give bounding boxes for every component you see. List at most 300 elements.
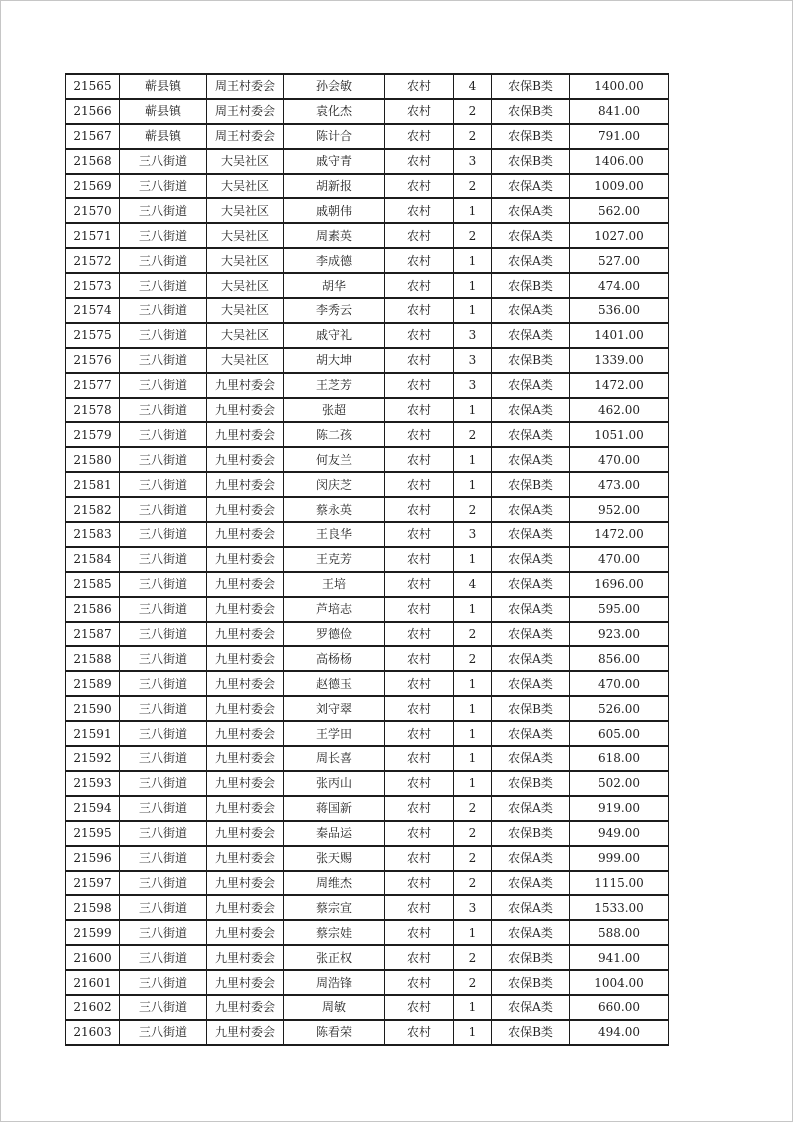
table-cell: 农村 — [385, 597, 454, 622]
table-cell: 袁化杰 — [284, 99, 385, 124]
table-row — [66, 447, 669, 472]
table-cell: 21601 — [66, 970, 120, 995]
table-cell: 农村 — [385, 373, 454, 398]
table-cell: 1 — [454, 746, 492, 771]
table-row — [66, 522, 669, 547]
table-cell: 3 — [454, 323, 492, 348]
table-cell: 三八街道 — [120, 248, 207, 273]
table-cell: 农保B类 — [492, 1020, 570, 1045]
table-cell: 502.00 — [570, 771, 669, 796]
table-cell: 李成德 — [284, 248, 385, 273]
table-cell: 856.00 — [570, 646, 669, 671]
table-cell: 1472.00 — [570, 522, 669, 547]
table-cell: 周长喜 — [284, 746, 385, 771]
table-cell: 470.00 — [570, 671, 669, 696]
table-cell: 21591 — [66, 721, 120, 746]
table-cell: 1 — [454, 771, 492, 796]
table-cell: 大吴社区 — [207, 149, 284, 174]
table-cell: 农村 — [385, 248, 454, 273]
table-cell: 21585 — [66, 572, 120, 597]
table-cell: 农保B类 — [492, 472, 570, 497]
table-cell: 21603 — [66, 1020, 120, 1045]
table-cell: 三八街道 — [120, 398, 207, 423]
table-cell: 562.00 — [570, 198, 669, 223]
table-cell: 21590 — [66, 696, 120, 721]
table-cell: 王良华 — [284, 522, 385, 547]
table-cell: 农保B类 — [492, 970, 570, 995]
table-cell: 周素英 — [284, 223, 385, 248]
table-cell: 2 — [454, 622, 492, 647]
table-cell: 罗德俭 — [284, 622, 385, 647]
table-cell: 3 — [454, 348, 492, 373]
table-cell: 农村 — [385, 895, 454, 920]
table-cell: 949.00 — [570, 821, 669, 846]
table-cell: 21583 — [66, 522, 120, 547]
table-cell: 九里村委会 — [207, 472, 284, 497]
table-row — [66, 273, 669, 298]
table-cell: 536.00 — [570, 298, 669, 323]
table-cell: 588.00 — [570, 920, 669, 945]
table-cell: 470.00 — [570, 447, 669, 472]
table-cell: 农保A类 — [492, 198, 570, 223]
table-row — [66, 99, 669, 124]
table-row — [66, 472, 669, 497]
table-cell: 农保B类 — [492, 149, 570, 174]
table-cell: 791.00 — [570, 124, 669, 149]
table-cell: 三八街道 — [120, 373, 207, 398]
table-cell: 张天赐 — [284, 846, 385, 871]
table-cell: 戚守青 — [284, 149, 385, 174]
table-cell: 农村 — [385, 323, 454, 348]
table-cell: 21570 — [66, 198, 120, 223]
table-cell: 九里村委会 — [207, 447, 284, 472]
table-row — [66, 348, 669, 373]
table-cell: 21589 — [66, 671, 120, 696]
table-cell: 九里村委会 — [207, 746, 284, 771]
table-row — [66, 298, 669, 323]
table-row — [66, 124, 669, 149]
table-cell: 农村 — [385, 696, 454, 721]
table-cell: 21597 — [66, 871, 120, 896]
table-cell: 1 — [454, 597, 492, 622]
table-cell: 农村 — [385, 771, 454, 796]
table-cell: 张丙山 — [284, 771, 385, 796]
table-row — [66, 871, 669, 896]
table-row — [66, 895, 669, 920]
table-cell: 1 — [454, 671, 492, 696]
table-cell: 2 — [454, 646, 492, 671]
table-cell: 农村 — [385, 223, 454, 248]
table-cell: 三八街道 — [120, 198, 207, 223]
table-cell: 1051.00 — [570, 422, 669, 447]
table-cell: 九里村委会 — [207, 373, 284, 398]
table-cell: 4 — [454, 572, 492, 597]
table-cell: 三八街道 — [120, 1020, 207, 1045]
table-row — [66, 198, 669, 223]
table-cell: 三八街道 — [120, 622, 207, 647]
table-row — [66, 671, 669, 696]
table-cell: 三八街道 — [120, 920, 207, 945]
table-cell: 戚守礼 — [284, 323, 385, 348]
table-cell: 陈二孩 — [284, 422, 385, 447]
table-cell: 941.00 — [570, 945, 669, 970]
table-cell: 九里村委会 — [207, 497, 284, 522]
table-cell: 大吴社区 — [207, 348, 284, 373]
table-cell: 三八街道 — [120, 149, 207, 174]
table-cell: 周维杰 — [284, 871, 385, 896]
table-cell: 农保A类 — [492, 373, 570, 398]
table-cell: 农村 — [385, 846, 454, 871]
table-row — [66, 771, 669, 796]
table-cell: 九里村委会 — [207, 1020, 284, 1045]
table-cell: 九里村委会 — [207, 721, 284, 746]
table-cell: 农保A类 — [492, 721, 570, 746]
table-cell: 九里村委会 — [207, 646, 284, 671]
table-cell: 农保A类 — [492, 871, 570, 896]
table-cell: 462.00 — [570, 398, 669, 423]
table-row — [66, 721, 669, 746]
table-cell: 农村 — [385, 522, 454, 547]
table-cell: 农保A类 — [492, 248, 570, 273]
table-cell: 农保B类 — [492, 821, 570, 846]
table-cell: 三八街道 — [120, 746, 207, 771]
table-cell: 农村 — [385, 273, 454, 298]
table-cell: 农村 — [385, 970, 454, 995]
table-row — [66, 497, 669, 522]
table-cell: 三八街道 — [120, 821, 207, 846]
table-cell: 农保A类 — [492, 174, 570, 199]
table-cell: 三八街道 — [120, 597, 207, 622]
table-cell: 蔡宗娃 — [284, 920, 385, 945]
table-row — [66, 174, 669, 199]
table-cell: 1 — [454, 398, 492, 423]
table-cell: 九里村委会 — [207, 846, 284, 871]
table-cell: 21586 — [66, 597, 120, 622]
table-cell: 1472.00 — [570, 373, 669, 398]
table-cell: 1004.00 — [570, 970, 669, 995]
table-cell: 923.00 — [570, 622, 669, 647]
table-cell: 三八街道 — [120, 646, 207, 671]
table-cell: 农村 — [385, 746, 454, 771]
table-cell: 21594 — [66, 796, 120, 821]
table-cell: 陈计合 — [284, 124, 385, 149]
table-cell: 3 — [454, 522, 492, 547]
table-cell: 农保A类 — [492, 522, 570, 547]
table-cell: 三八街道 — [120, 796, 207, 821]
table-cell: 蕲县镇 — [120, 74, 207, 99]
table-cell: 三八街道 — [120, 298, 207, 323]
table-row — [66, 547, 669, 572]
table-cell: 农村 — [385, 298, 454, 323]
table-cell: 大吴社区 — [207, 223, 284, 248]
table-cell: 1 — [454, 1020, 492, 1045]
table-cell: 农保A类 — [492, 796, 570, 821]
table-cell: 21566 — [66, 99, 120, 124]
table-cell: 蔡永英 — [284, 497, 385, 522]
table-cell: 三八街道 — [120, 572, 207, 597]
table-cell: 农保A类 — [492, 895, 570, 920]
table-cell: 九里村委会 — [207, 771, 284, 796]
table-cell: 2 — [454, 99, 492, 124]
table-cell: 三八街道 — [120, 273, 207, 298]
table-cell: 刘守翠 — [284, 696, 385, 721]
table-cell: 21592 — [66, 746, 120, 771]
table-cell: 1401.00 — [570, 323, 669, 348]
table-cell: 1 — [454, 198, 492, 223]
table-cell: 21577 — [66, 373, 120, 398]
table-row — [66, 1020, 669, 1045]
table-cell: 农村 — [385, 398, 454, 423]
table-cell: 2 — [454, 796, 492, 821]
table-cell: 农村 — [385, 995, 454, 1020]
table-cell: 戚朝伟 — [284, 198, 385, 223]
table-cell: 3 — [454, 895, 492, 920]
table-cell: 三八街道 — [120, 223, 207, 248]
table-cell: 农村 — [385, 547, 454, 572]
table-cell: 九里村委会 — [207, 796, 284, 821]
table-cell: 九里村委会 — [207, 422, 284, 447]
table-row — [66, 248, 669, 273]
table-cell: 1 — [454, 696, 492, 721]
table-cell: 21576 — [66, 348, 120, 373]
table-cell: 农保A类 — [492, 422, 570, 447]
table-cell: 三八街道 — [120, 323, 207, 348]
table-cell: 农保B类 — [492, 99, 570, 124]
table-cell: 三八街道 — [120, 472, 207, 497]
table-cell: 王克芳 — [284, 547, 385, 572]
table-cell: 农村 — [385, 74, 454, 99]
table-cell: 农保B类 — [492, 273, 570, 298]
table-row — [66, 796, 669, 821]
table-cell: 1115.00 — [570, 871, 669, 896]
table-row — [66, 970, 669, 995]
table-cell: 三八街道 — [120, 497, 207, 522]
benefits-roster-table — [65, 73, 669, 1046]
table-cell: 1533.00 — [570, 895, 669, 920]
table-cell: 农村 — [385, 945, 454, 970]
table-cell: 大吴社区 — [207, 273, 284, 298]
table-cell: 605.00 — [570, 721, 669, 746]
table-cell: 1 — [454, 248, 492, 273]
table-row — [66, 422, 669, 447]
table-row — [66, 373, 669, 398]
table-cell: 1 — [454, 298, 492, 323]
table-cell: 周浩锋 — [284, 970, 385, 995]
table-cell: 周王村委会 — [207, 99, 284, 124]
table-cell: 660.00 — [570, 995, 669, 1020]
table-row — [66, 995, 669, 1020]
table-row — [66, 149, 669, 174]
table-row — [66, 846, 669, 871]
table-cell: 大吴社区 — [207, 298, 284, 323]
table-cell: 三八街道 — [120, 970, 207, 995]
table-cell: 孙会敏 — [284, 74, 385, 99]
table-cell: 九里村委会 — [207, 671, 284, 696]
table-cell: 三八街道 — [120, 945, 207, 970]
table-cell: 三八街道 — [120, 522, 207, 547]
table-cell: 九里村委会 — [207, 970, 284, 995]
table-cell: 2 — [454, 422, 492, 447]
table-cell: 21567 — [66, 124, 120, 149]
table-cell: 农保A类 — [492, 447, 570, 472]
table-cell: 494.00 — [570, 1020, 669, 1045]
table-cell: 2 — [454, 945, 492, 970]
table-cell: 21596 — [66, 846, 120, 871]
table-cell: 1 — [454, 472, 492, 497]
table-cell: 21580 — [66, 447, 120, 472]
table-cell: 2 — [454, 223, 492, 248]
table-cell: 21588 — [66, 646, 120, 671]
table-cell: 农保A类 — [492, 995, 570, 1020]
table-cell: 农保A类 — [492, 547, 570, 572]
table-cell: 农村 — [385, 671, 454, 696]
table-cell: 919.00 — [570, 796, 669, 821]
table-cell: 2 — [454, 124, 492, 149]
table-cell: 595.00 — [570, 597, 669, 622]
table-cell: 2 — [454, 970, 492, 995]
table-cell: 周王村委会 — [207, 124, 284, 149]
table-cell: 1 — [454, 920, 492, 945]
table-cell: 三八街道 — [120, 348, 207, 373]
table-cell: 农保B类 — [492, 945, 570, 970]
table-cell: 农保A类 — [492, 646, 570, 671]
table-cell: 胡新报 — [284, 174, 385, 199]
table-cell: 九里村委会 — [207, 821, 284, 846]
table-cell: 张正权 — [284, 945, 385, 970]
table-cell: 农保A类 — [492, 846, 570, 871]
table-cell: 蕲县镇 — [120, 124, 207, 149]
table-row — [66, 597, 669, 622]
table-cell: 21574 — [66, 298, 120, 323]
table-cell: 三八街道 — [120, 422, 207, 447]
table-cell: 618.00 — [570, 746, 669, 771]
table-row — [66, 746, 669, 771]
table-cell: 农村 — [385, 99, 454, 124]
table-cell: 农村 — [385, 871, 454, 896]
table-cell: 三八街道 — [120, 447, 207, 472]
table-cell: 三八街道 — [120, 846, 207, 871]
table-cell: 农保A类 — [492, 497, 570, 522]
table-cell: 农保A类 — [492, 622, 570, 647]
table-cell: 农保A类 — [492, 572, 570, 597]
table-cell: 周敏 — [284, 995, 385, 1020]
table-cell: 21593 — [66, 771, 120, 796]
table-cell: 1696.00 — [570, 572, 669, 597]
table-cell: 21587 — [66, 622, 120, 647]
table-row — [66, 920, 669, 945]
table-cell: 21599 — [66, 920, 120, 945]
table-cell: 胡华 — [284, 273, 385, 298]
table-cell: 农保A类 — [492, 597, 570, 622]
table-row — [66, 821, 669, 846]
table-cell: 3 — [454, 373, 492, 398]
table-cell: 2 — [454, 871, 492, 896]
table-cell: 农村 — [385, 622, 454, 647]
table-cell: 蒋国新 — [284, 796, 385, 821]
table-cell: 农保A类 — [492, 298, 570, 323]
table-cell: 1339.00 — [570, 348, 669, 373]
table-cell: 1 — [454, 547, 492, 572]
table-cell: 三八街道 — [120, 547, 207, 572]
table-cell: 1 — [454, 447, 492, 472]
table-cell: 21600 — [66, 945, 120, 970]
table-cell: 21571 — [66, 223, 120, 248]
table-cell: 农村 — [385, 721, 454, 746]
table-cell: 2 — [454, 846, 492, 871]
table-cell: 21579 — [66, 422, 120, 447]
table-cell: 王学田 — [284, 721, 385, 746]
table-cell: 农村 — [385, 149, 454, 174]
table-row — [66, 622, 669, 647]
table-row — [66, 572, 669, 597]
table-cell: 农保A类 — [492, 323, 570, 348]
table-row — [66, 398, 669, 423]
table-cell: 21578 — [66, 398, 120, 423]
table-cell: 三八街道 — [120, 696, 207, 721]
table-cell: 1406.00 — [570, 149, 669, 174]
table-cell: 王培 — [284, 572, 385, 597]
table-cell: 4 — [454, 74, 492, 99]
table-cell: 九里村委会 — [207, 920, 284, 945]
table-cell: 526.00 — [570, 696, 669, 721]
table-cell: 农保B类 — [492, 124, 570, 149]
table-cell: 九里村委会 — [207, 871, 284, 896]
table-cell: 农村 — [385, 422, 454, 447]
table-cell: 3 — [454, 149, 492, 174]
table-cell: 农村 — [385, 124, 454, 149]
table-cell: 九里村委会 — [207, 622, 284, 647]
table-cell: 大吴社区 — [207, 174, 284, 199]
table-cell: 芦培志 — [284, 597, 385, 622]
table-cell: 农保A类 — [492, 671, 570, 696]
table-cell: 蔡宗宣 — [284, 895, 385, 920]
table-cell: 九里村委会 — [207, 995, 284, 1020]
table-cell: 527.00 — [570, 248, 669, 273]
table-cell: 21582 — [66, 497, 120, 522]
table-cell: 三八街道 — [120, 721, 207, 746]
table-cell: 九里村委会 — [207, 597, 284, 622]
table-cell: 农保B类 — [492, 348, 570, 373]
table-row — [66, 696, 669, 721]
table-cell: 1 — [454, 273, 492, 298]
table-row — [66, 74, 669, 99]
table-row — [66, 323, 669, 348]
table-cell: 农保B类 — [492, 771, 570, 796]
table-cell: 九里村委会 — [207, 547, 284, 572]
table-cell: 1 — [454, 995, 492, 1020]
table-cell: 闵庆芝 — [284, 472, 385, 497]
table-cell: 陈看荣 — [284, 1020, 385, 1045]
table-cell: 农保B类 — [492, 74, 570, 99]
table-cell: 三八街道 — [120, 995, 207, 1020]
table-cell: 九里村委会 — [207, 398, 284, 423]
table-cell: 农保A类 — [492, 398, 570, 423]
table-cell: 2 — [454, 497, 492, 522]
table-row — [66, 646, 669, 671]
table-cell: 农村 — [385, 1020, 454, 1045]
table-cell: 农村 — [385, 472, 454, 497]
table-cell: 赵德玉 — [284, 671, 385, 696]
table-cell: 农保A类 — [492, 920, 570, 945]
table-cell: 21581 — [66, 472, 120, 497]
table-cell: 三八街道 — [120, 871, 207, 896]
table-cell: 农村 — [385, 821, 454, 846]
table-cell: 952.00 — [570, 497, 669, 522]
table-cell: 农村 — [385, 497, 454, 522]
table-cell: 李秀云 — [284, 298, 385, 323]
table-cell: 大吴社区 — [207, 198, 284, 223]
table-cell: 999.00 — [570, 846, 669, 871]
